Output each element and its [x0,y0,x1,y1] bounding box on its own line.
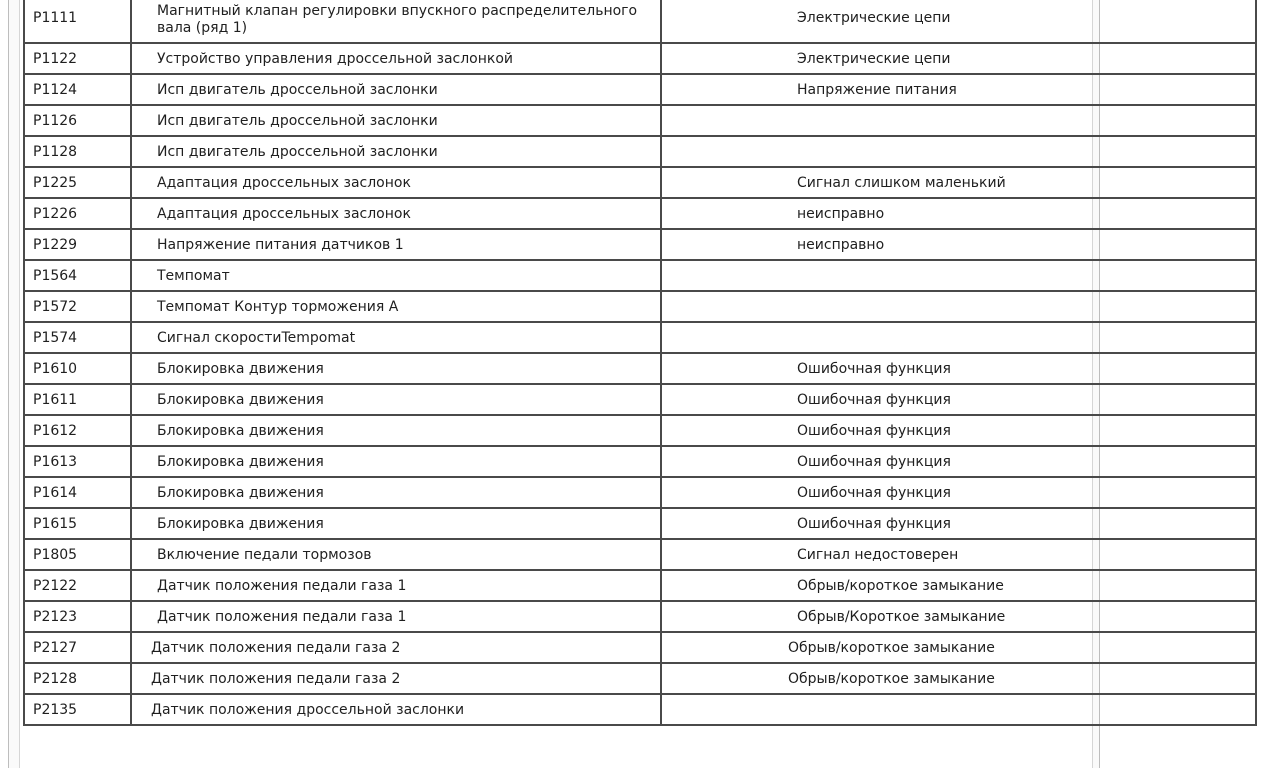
code-cell: P1572 [24,291,131,322]
table-row [24,105,1256,136]
description-cell: Датчик положения педали газа 1 [131,601,661,632]
code-cell: P1564 [24,260,131,291]
description-cell: Устройство управления дроссельной заслонкой [131,43,661,74]
table-row [24,136,1256,167]
code-cell: P1111 [24,0,131,43]
status-cell [661,105,1256,136]
status-cell: Ошибочная функция [661,353,1256,384]
fault-code-table [23,0,1257,726]
status-cell: Обрыв/короткое замыкание [661,663,1256,694]
table-row [24,198,1256,229]
description-cell: Исп двигатель дроссельной заслонки [131,74,661,105]
description-cell: Исп двигатель дроссельной заслонки [131,105,661,136]
description-cell: Блокировка движения [131,384,661,415]
table-row [24,446,1256,477]
status-cell: Напряжение питания [661,74,1256,105]
table-row [24,260,1256,291]
status-cell: Ошибочная функция [661,477,1256,508]
status-cell: Ошибочная функция [661,384,1256,415]
description-cell: Включение педали тормозов [131,539,661,570]
code-cell: P1122 [24,43,131,74]
table-row [24,384,1256,415]
description-cell: Блокировка движения [131,415,661,446]
code-cell: P2135 [24,694,131,725]
description-cell: Датчик положения педали газа 2 [131,663,661,694]
description-cell: Адаптация дроссельных заслонок [131,167,661,198]
table-row [24,353,1256,384]
code-cell: P2127 [24,632,131,663]
code-cell: P1615 [24,508,131,539]
status-cell [661,291,1256,322]
table-row [24,477,1256,508]
table-row [24,291,1256,322]
code-cell: P1574 [24,322,131,353]
code-cell: P1612 [24,415,131,446]
description-cell: Исп двигатель дроссельной заслонки [131,136,661,167]
status-cell [661,260,1256,291]
status-cell [661,322,1256,353]
status-cell: Сигнал недостоверен [661,539,1256,570]
table-row [24,663,1256,694]
table-row [24,322,1256,353]
table-row [24,570,1256,601]
code-cell: P1614 [24,477,131,508]
status-cell [661,694,1256,725]
status-cell: Обрыв/Короткое замыкание [661,601,1256,632]
left-page-border [8,0,20,768]
description-cell: Датчик положения педали газа 2 [131,632,661,663]
table-row [24,229,1256,260]
table-row [24,43,1256,74]
status-cell: Ошибочная функция [661,415,1256,446]
table-row [24,694,1256,725]
description-cell: Датчик положения педали газа 1 [131,570,661,601]
table-row [24,539,1256,570]
code-cell: P2128 [24,663,131,694]
table-row [24,167,1256,198]
code-cell: P1226 [24,198,131,229]
description-cell: Темпомат [131,260,661,291]
code-cell: P1124 [24,74,131,105]
status-cell: Электрические цепи [661,43,1256,74]
description-cell: Темпомат Контур торможения А [131,291,661,322]
code-cell: P1128 [24,136,131,167]
table-row [24,0,1256,43]
code-cell: P1229 [24,229,131,260]
table-row [24,415,1256,446]
code-cell: P1613 [24,446,131,477]
status-cell: неисправно [661,229,1256,260]
status-cell: неисправно [661,198,1256,229]
description-cell: Блокировка движения [131,353,661,384]
code-cell: P1611 [24,384,131,415]
description-cell: Напряжение питания датчиков 1 [131,229,661,260]
description-cell: Магнитный клапан регулировки впускного распределительного вала (ряд 1) [131,0,661,43]
description-cell: Датчик положения дроссельной заслонки [131,694,661,725]
status-cell: Сигнал слишком маленький [661,167,1256,198]
table-row [24,508,1256,539]
table-row [24,601,1256,632]
status-cell [661,136,1256,167]
status-cell: Обрыв/короткое замыкание [661,570,1256,601]
description-cell: Адаптация дроссельных заслонок [131,198,661,229]
description-cell: Блокировка движения [131,446,661,477]
description-cell: Блокировка движения [131,508,661,539]
status-cell: Ошибочная функция [661,446,1256,477]
code-cell: P1225 [24,167,131,198]
status-cell: Ошибочная функция [661,508,1256,539]
code-cell: P2122 [24,570,131,601]
code-cell: P1610 [24,353,131,384]
table-row [24,632,1256,663]
code-cell: P2123 [24,601,131,632]
status-cell: Обрыв/короткое замыкание [661,632,1256,663]
description-cell: Сигнал скоростиTempomat [131,322,661,353]
description-cell: Блокировка движения [131,477,661,508]
code-cell: P1805 [24,539,131,570]
code-cell: P1126 [24,105,131,136]
status-cell: Электрические цепи [661,0,1256,43]
table-row [24,74,1256,105]
